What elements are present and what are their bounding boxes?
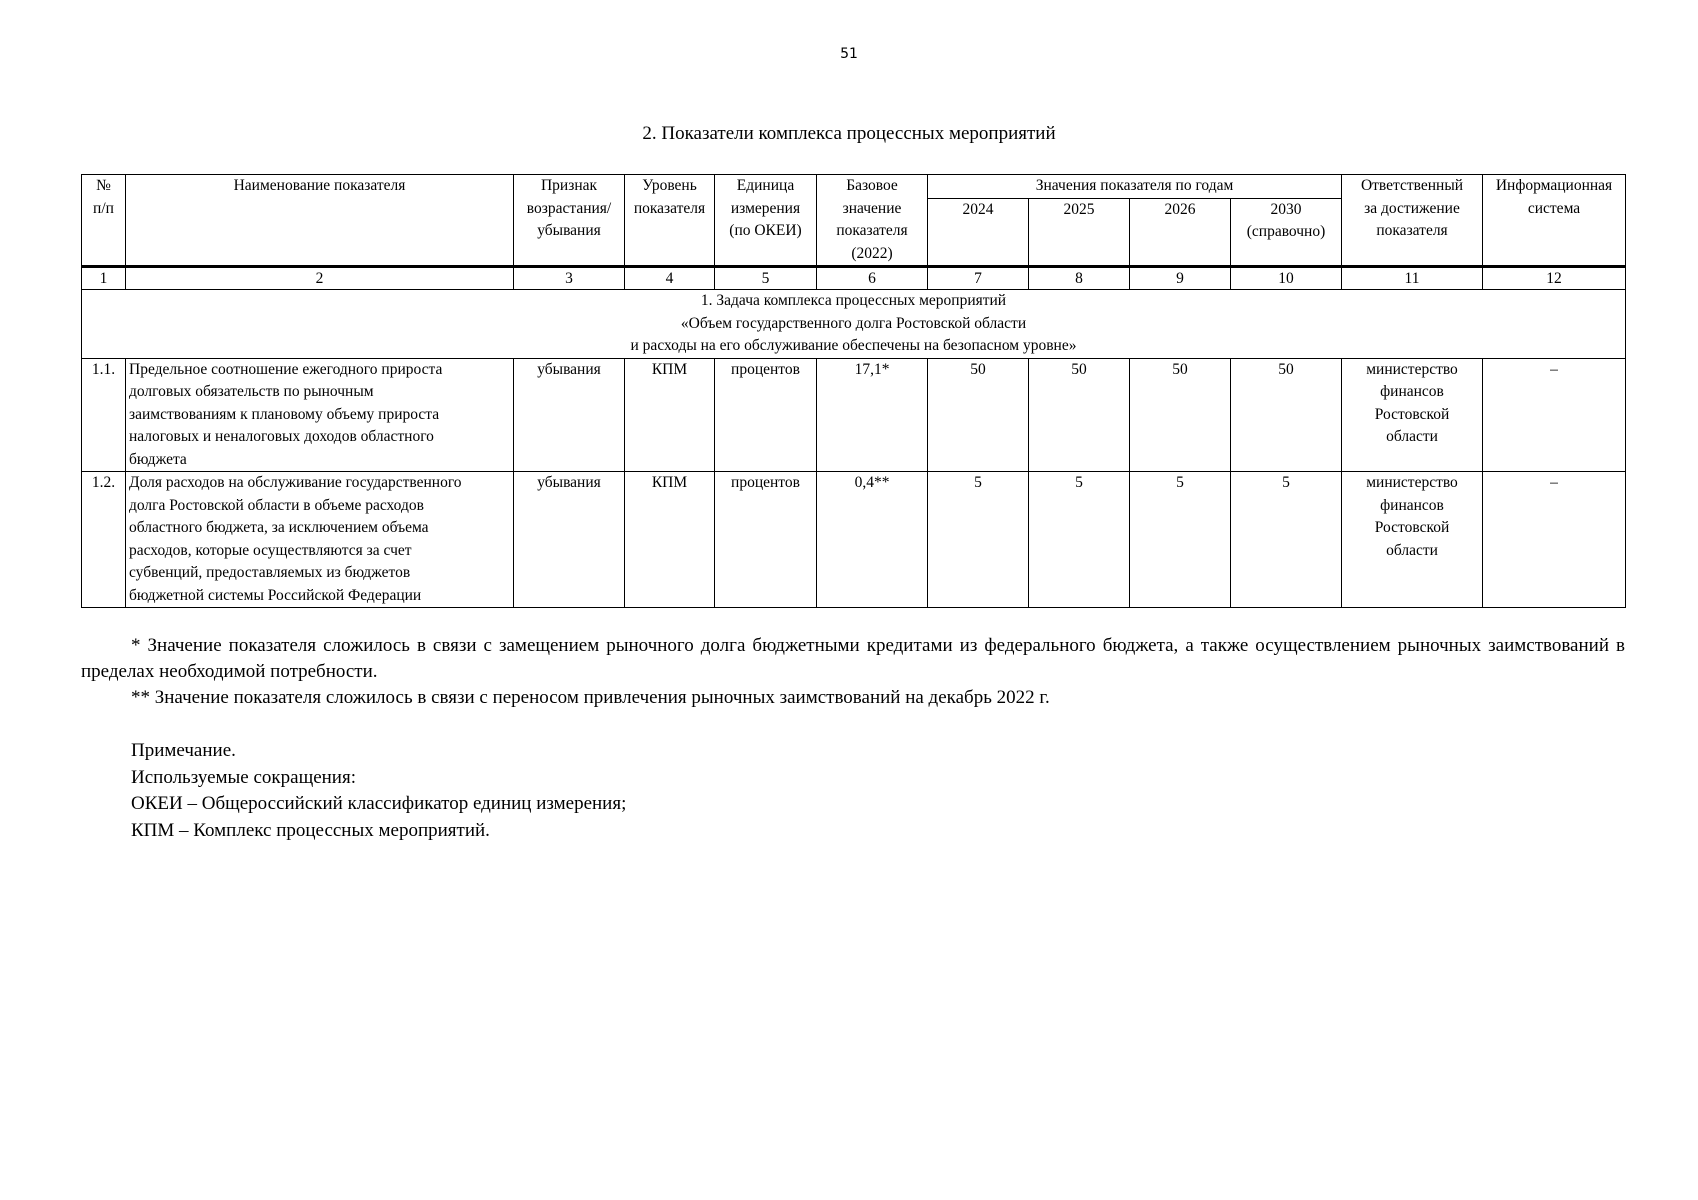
indicator-responsible: министерство финансов Ростовской области [1342,358,1483,472]
header-year-2030: 2030 (справочно) [1231,198,1342,266]
header-name: Наименование показателя [126,175,514,267]
task-heading: 1. Задача комплекса процессных мероприятий «Объем государственного долга Ростовской области и расходы на его обслуживание обеспечены на безопасном уровне» [82,290,1626,359]
header-info-system: Информационная система [1483,175,1626,267]
table-row [82,472,1626,608]
indicator-level: КПМ [625,358,715,472]
page-number: 51 [840,46,858,62]
indicator-name: Предельное соотношение ежегодного прироста долговых обязательств по рыночным заимствованиям к плановому объему прироста налоговых и неналоговых доходов областного бюджета [126,358,514,472]
indicator-unit: процентов [715,472,817,608]
indicator-value-2025: 5 [1029,472,1130,608]
row-num: 1.1. [82,358,126,472]
column-number: 8 [1029,267,1130,290]
indicator-value-2024: 50 [928,358,1029,472]
header-year-2024: 2024 [928,198,1029,266]
column-number: 4 [625,267,715,290]
footnote-2: ** Значение показателя сложилось в связи с переносом привлечения рыночных заимствований на декабрь 2022 г. [131,687,1050,708]
abbreviation-item: КПМ – Комплекс процессных мероприятий. [131,819,490,841]
remarks-title: Примечание. [131,740,236,761]
header-base: Базовое значение показателя (2022) [817,175,928,267]
column-number: 3 [514,267,625,290]
task-row [82,290,1626,359]
indicator-value-2030: 5 [1231,472,1342,608]
remarks [81,738,1625,844]
header-num: № п/п [82,175,126,267]
column-number: 12 [1483,267,1626,290]
column-number: 7 [928,267,1029,290]
column-numbers-row [82,267,1626,290]
section-title: 2. Показатели комплекса процессных мероприятий [642,123,1056,144]
header-sign: Признак возрастания/ убывания [514,175,625,267]
indicator-value-2025: 50 [1029,358,1130,472]
column-number: 1 [82,267,126,290]
indicator-value-2026: 5 [1130,472,1231,608]
header-level: Уровень показателя [625,175,715,267]
header-year-2026: 2026 [1130,198,1231,266]
indicator-info-system: – [1483,472,1626,608]
column-number: 11 [1342,267,1483,290]
abbreviations-title: Используемые сокращения: [131,766,356,788]
header-unit: Единица измерения (по ОКЕИ) [715,175,817,267]
header-years-group: Значения показателя по годам [928,175,1342,199]
abbreviation-item: ОКЕИ – Общероссийский классификатор единиц измерения; [131,793,627,814]
indicator-base-value: 17,1* [817,358,928,472]
table-row [82,358,1626,472]
footnote-1: * Значение показателя сложилось в связи с замещением рыночного долга бюджетными кредитами из федерального бюджета, а также осуществлением рыночных заимствований в пределах необходимой потребности. [81,635,1625,682]
column-number: 5 [715,267,817,290]
indicator-name: Доля расходов на обслуживание государственного долга Ростовской области в объеме расходов областного бюджета, за исключением объема расходов, которые осуществляются за счет субвенций, предоставляемых из бюджетов бюджетной системы Российской Федерации [126,472,514,608]
column-number: 10 [1231,267,1342,290]
column-number: 9 [1130,267,1231,290]
indicator-value-2024: 5 [928,472,1029,608]
header-year-2025: 2025 [1029,198,1130,266]
column-number: 2 [126,267,514,290]
indicator-unit: процентов [715,358,817,472]
indicator-info-system: – [1483,358,1626,472]
header-responsible: Ответственный за достижение показателя [1342,175,1483,267]
indicator-responsible: министерство финансов Ростовской области [1342,472,1483,608]
column-number: 6 [817,267,928,290]
indicator-base-value: 0,4** [817,472,928,608]
indicator-sign: убывания [514,472,625,608]
indicator-value-2030: 50 [1231,358,1342,472]
row-num: 1.2. [82,472,126,608]
indicator-value-2026: 50 [1130,358,1231,472]
indicator-sign: убывания [514,358,625,472]
header-row-1 [82,175,1626,199]
indicator-level: КПМ [625,472,715,608]
indicators-table [81,174,1626,608]
